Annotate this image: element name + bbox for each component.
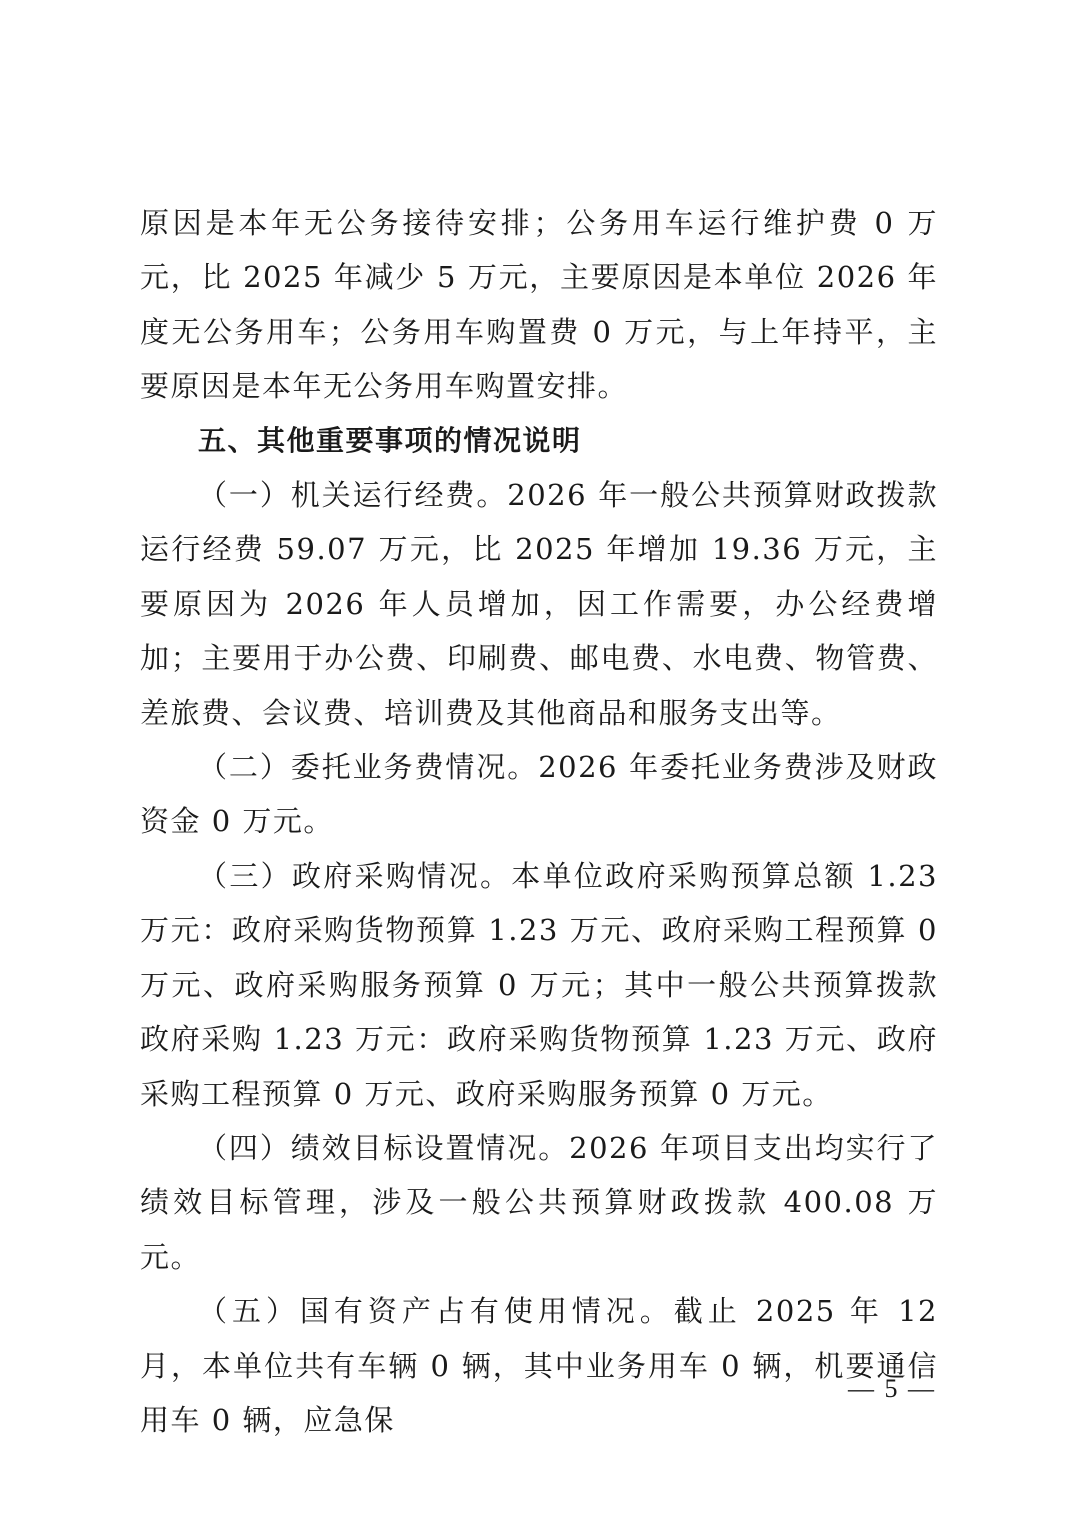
paragraph-text: 2026 年项目支出均实行了绩效目标管理，涉及一般公共预算财政拨款 400.08 万元。	[140, 1130, 938, 1274]
paragraph-text: 2026 年一般公共预算财政拨款运行经费 59.07 万元，比 2025 年增加 19.36 万元，主要原因为 2026 年人员增加，因工作需要，办公经费增加；主要用于办公费、印刷费、邮电费、水电费、物管费、差旅费、会议费、培训费及其他商品和服务支出等。	[140, 478, 938, 730]
paragraph-text: 原因是本年无公务接待安排；公务用车运行维护费 0 万元，比 2025 年减少 5 万元，主要原因是本单位 2026 年度无公务用车；公务用车购置费 0 万元，与上年持平，主要原因是本年无公务用车购置安排。	[140, 206, 938, 404]
document-body	[140, 196, 938, 1447]
paragraph-operating-expenses	[140, 468, 938, 740]
paragraph-lead: （二）委托业务费情况。	[198, 750, 539, 785]
paragraph-state-assets	[140, 1284, 938, 1447]
paragraph-government-procurement	[140, 849, 938, 1121]
paragraph-lead: （三）政府采购情况。	[198, 858, 512, 893]
paragraph-continuation	[140, 196, 938, 414]
paragraph-commissioned-business	[140, 740, 938, 849]
paragraph-lead: （五）国有资产占有使用情况。	[198, 1294, 674, 1329]
paragraph-text: 本单位政府采购预算总额 1.23 万元：政府采购货物预算 1.23 万元、政府采购工程预算 0 万元、政府采购服务预算 0 万元；其中一般公共预算拨款政府采购 1.23 万元：政府采购货物预算 1.23 万元、政府采购工程预算 0 万元、政府采购服务预算 0 万元。	[140, 858, 938, 1111]
paragraph-lead: （一）机关运行经费。	[198, 478, 508, 513]
paragraph-text: 2026 年委托业务费涉及财政资金 0 万元。	[140, 750, 938, 839]
paragraph-lead: （四）绩效目标设置情况。	[198, 1130, 570, 1165]
paragraph-text: 截止 2025 年 12 月，本单位共有车辆 0 辆，其中业务用车 0 辆，机要通信用车 0 辆，应急保	[140, 1294, 938, 1437]
paragraph-performance-targets	[140, 1121, 938, 1284]
page-number: — 5 —	[848, 1374, 936, 1403]
section-heading-5: 五、其他重要事项的情况说明	[198, 423, 582, 457]
